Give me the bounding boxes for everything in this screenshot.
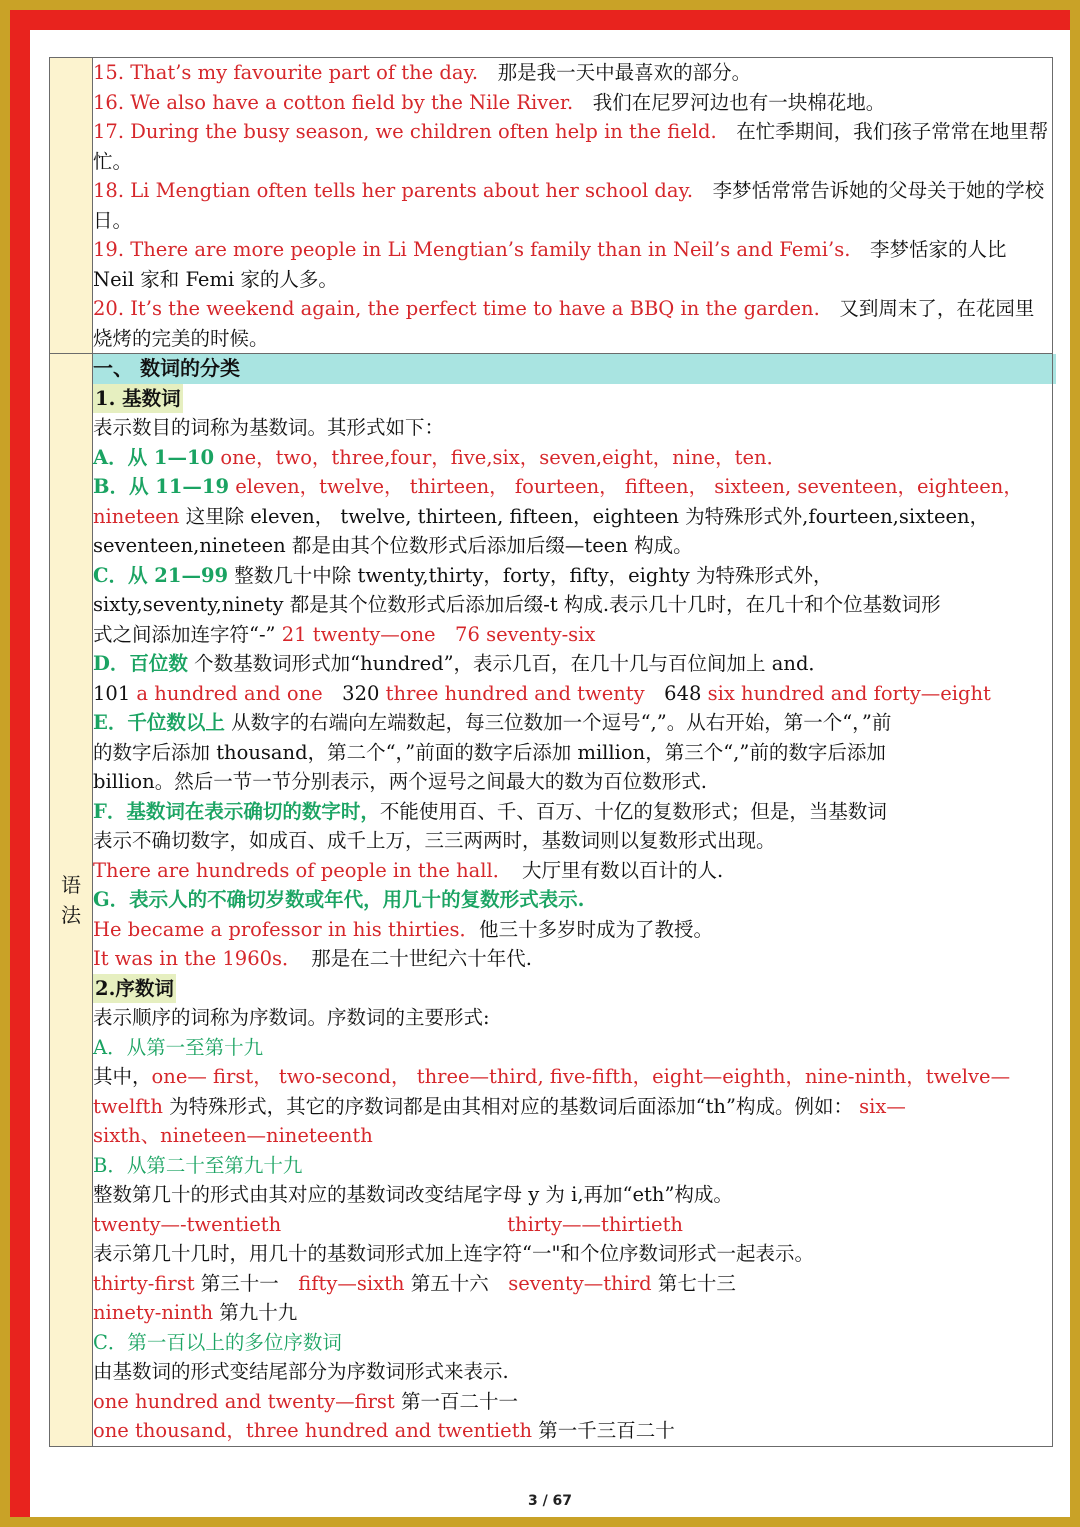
cardinal-d: D．百位数 个数基数词形式加“hundred”，表示几百，在几十几与百位间加上 and． 101 a hundred and one 320 three hundred and twenty 648 six hundred and forty—eight — [93, 652, 991, 705]
ordinal-c: C．第一百以上的多位序数词 由基数词的形式变结尾部分为序数词形式来表示. one hundred and twenty—first 第一百二十一 one thousand，three hundred and twentieth 第一千三百二十 — [93, 1330, 675, 1442]
grammar-row — [50, 354, 1053, 1447]
page — [30, 30, 1070, 1517]
ordinal-title: 2.序数词 — [93, 974, 1052, 1004]
cardinal-title: 1. 基数词 — [93, 384, 1052, 414]
grammar-label: 语法 — [61, 872, 81, 927]
cardinal-b: B．从 11—19 eleven，twelve， thirteen， fourteen， fifteen， sixteen, seventeen，eighteen， nineteen 这里除 eleven， twelve, thirteen, fifteen，eighteen 为特殊形式外,fourteen,sixteen， seventeen,nineteen 都是由其个位数形式后添加后缀—teen 构成。 — [93, 475, 1023, 557]
section-heading: 一、 数词的分类 — [93, 354, 1056, 384]
sentence-20: 20. It’s the weekend again, the perfect time to have a BBQ in the garden. 又到周末了，在花园里烧烤的完美的时候。 — [93, 297, 1035, 350]
sentence-18: 18. Li Mengtian often tells her parents about her school day. 李梦恬常常告诉她的父母关于她的学校日。 — [93, 179, 1045, 232]
sentence-15: 15. That’s my favourite part of the day. 那是我一天中最喜欢的部分。 — [93, 61, 752, 84]
cardinal-e: E．千位数以上 从数字的右端向左端数起，每三位数加一个逗号“,”。从右开始，第一个“，”前 的数字后添加 thousand，第二个“，”前面的数字后添加 million，第三个“,”前的数字后添加 billion。然后一节一节分别表示，两个逗号之间最大的数为百位数形式. — [93, 711, 892, 793]
page-number: 3 / 67 — [527, 1493, 573, 1509]
grammar-cell — [93, 354, 1053, 1447]
cardinal-a: A．从 1—10 one，two，three,four，five,six，seven,eight，nine，ten． — [93, 445, 787, 469]
cardinal-g: G．表示人的不确切岁数或年代，用几十的复数形式表示. He became a professor in his thirties．他三十多岁时成为了教授。 It was in the 1960s． 那是在二十世纪六十年代. — [93, 888, 714, 970]
sentences-cell — [93, 58, 1053, 354]
sentence-19: 19. There are more people in Li Mengtian’s family than in Neil’s and Femi’s. 李梦恬家的人比 Neil 家和 Femi 家的人多。 — [93, 238, 1007, 291]
sentences-row — [50, 58, 1053, 354]
sentence-16: 16. We also have a cotton field by the Nile River. 我们在尼罗河边也有一块棉花地。 — [93, 90, 886, 114]
side-cell-empty — [50, 58, 93, 354]
sentence-17: 17. During the busy season, we children often help in the field. 在忙季期间，我们孩子常常在地里帮忙。 — [93, 120, 1049, 173]
cardinal-c: C．从 21—99 整数几十中除 twenty,thirty，forty，fifty，eighty 为特殊形式外， sixty,seventy,ninety 都是其个位数形式后添加后缀-t 构成.表示几十几时，在几十和个位基数词形 式之间添加连字符“-” 21 twenty—one 76 seventy-six — [93, 563, 941, 646]
grammar-label-cell — [50, 354, 93, 1447]
notes-table — [49, 57, 1053, 1447]
ordinal-a: A．从第一至第十九 其中，one— first， two-second， three—third, five-fifth，eight—eighth，nine-ninth，twelve— twelfth 为特殊形式，其它的序数词都是由其相对应的基数词后面添加“th”构成。例如： six— sixth、nineteen—nineteenth — [93, 1035, 1011, 1147]
red-border-frame — [10, 10, 1070, 1517]
ordinal-b: B．从第二十至第九十九 整数第几十的形式由其对应的基数词改变结尾字母 y 为 i,再加“eth”构成。 twenty—-twentieth thirty——thirtieth 表示第几十几时，用几十的基数词形式加上连字符“一"和个位序数词形式一起表示。 thirty-first 第三十一 fifty—sixth 第五十六 seventy—third 第七十三 ninety-ninth 第九十九 — [93, 1153, 814, 1324]
ordinal-intro: 表示顺序的词称为序数词。序数词的主要形式: — [93, 1006, 490, 1029]
cardinal-f: F．基数词在表示确切的数字时，不能使用百、千、百万、十亿的复数形式；但是，当基数词 表示不确切数字，如成百、成千上万，三三两两时，基数词则以复数形式出现。 There are hundreds of people in the hall． 大厅里有数以百计的人. — [93, 799, 887, 882]
cardinal-intro: 表示数目的词称为基数词。其形式如下： — [93, 416, 445, 439]
